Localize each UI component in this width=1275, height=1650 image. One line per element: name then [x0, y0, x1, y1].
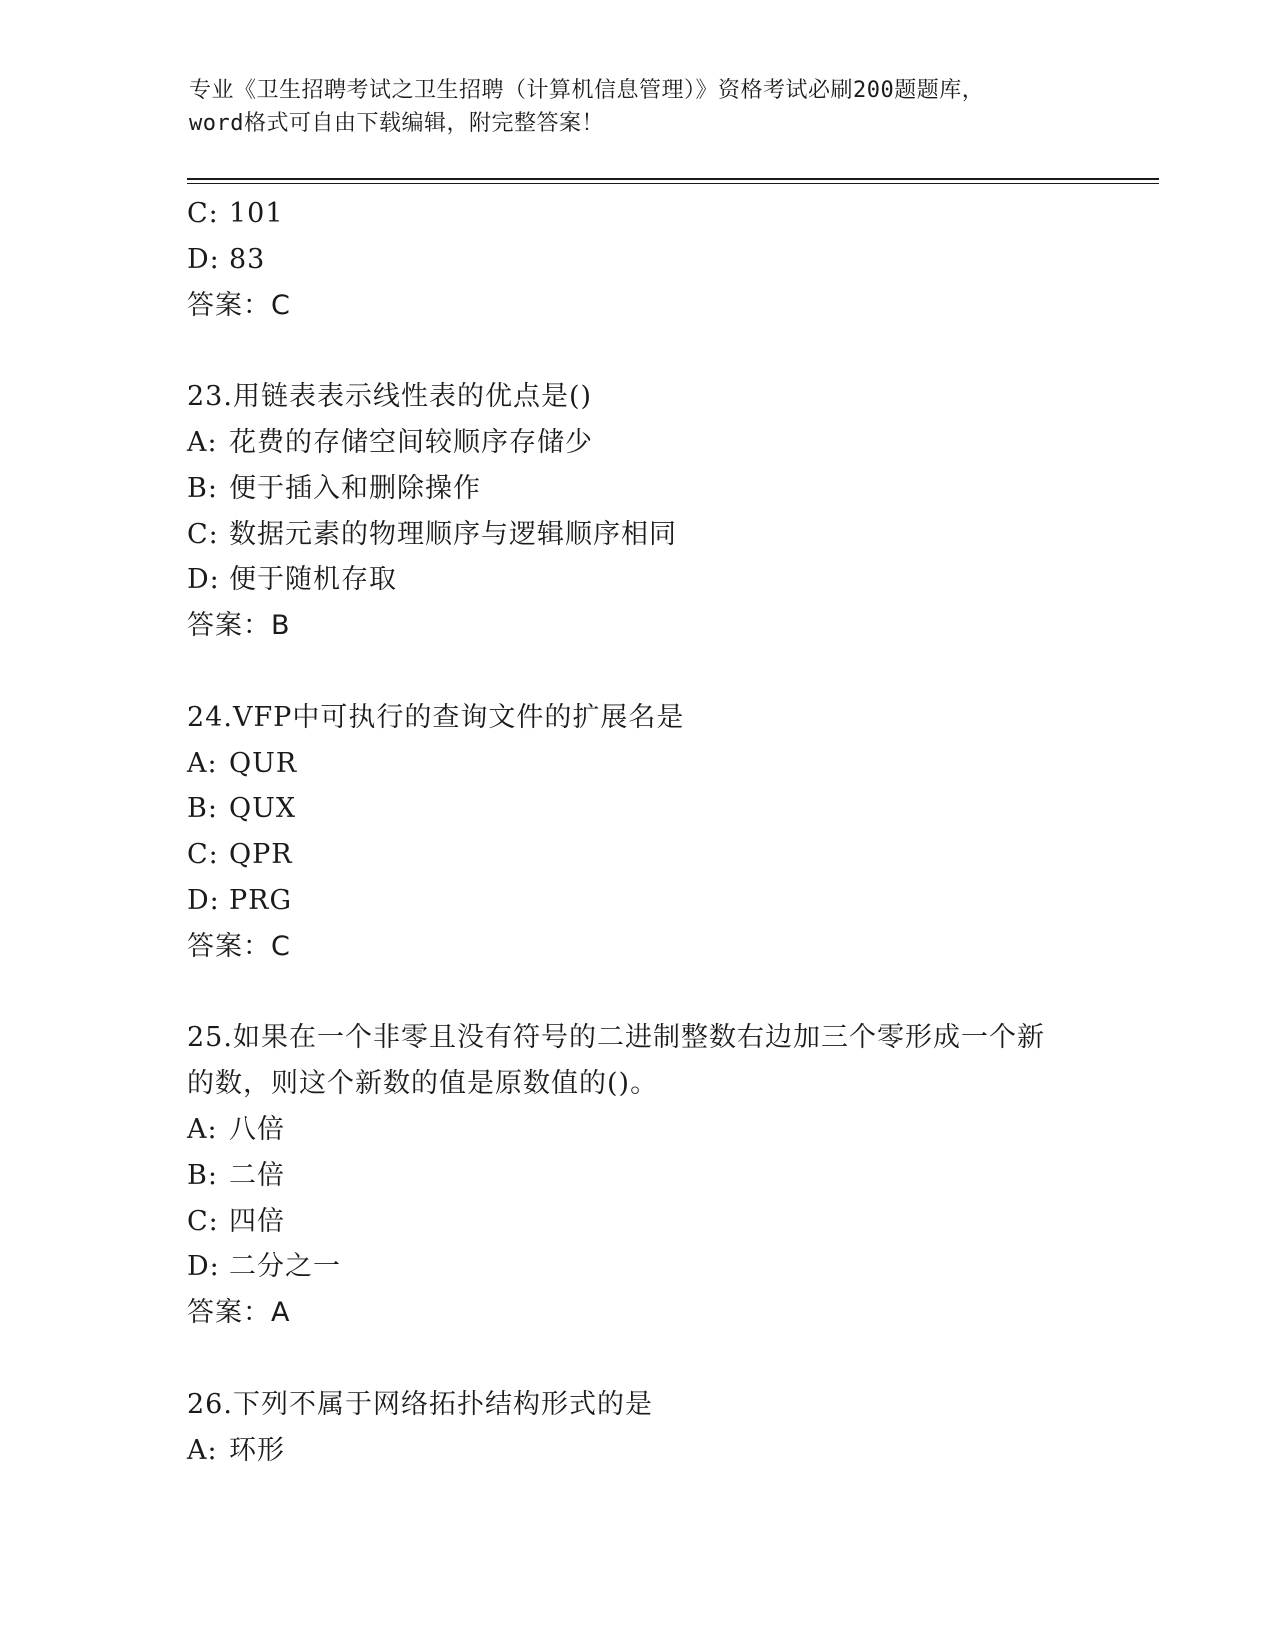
answer-line: 答案：C: [187, 930, 291, 962]
option-prefix: A:: [187, 1434, 218, 1466]
question-title: 24.VFP中可执行的查询文件的扩展名是: [187, 701, 685, 733]
option-text: 数据元素的物理顺序与逻辑顺序相同: [229, 518, 677, 550]
option-text: 四倍: [229, 1205, 285, 1237]
option-prefix: C:: [187, 839, 219, 871]
option-prefix: D:: [187, 243, 220, 275]
option-line: [187, 1199, 1087, 1245]
question-title: 23.用链表表示线性表的优点是(): [187, 381, 593, 413]
option-line: [187, 237, 1087, 283]
option-prefix: D:: [187, 564, 220, 596]
option-text: PRG: [229, 884, 293, 916]
option-text: 101: [229, 198, 284, 229]
option-prefix: A:: [187, 426, 218, 458]
option-text: 二倍: [229, 1159, 285, 1191]
answer-line: 答案：A: [187, 1297, 291, 1329]
spacer: [187, 970, 1087, 1016]
header-rule-thick: [187, 178, 1159, 180]
option-line: [187, 1428, 1087, 1474]
header-line-1: 专业《卫生招聘考试之卫生招聘（计算机信息管理）》资格考试必刷200题题库，: [189, 78, 985, 103]
option-line: [187, 878, 1087, 924]
option-prefix: C:: [187, 198, 219, 229]
option-prefix: B:: [187, 1159, 218, 1191]
option-text: 83: [229, 243, 266, 275]
question-title-line-1: 25.如果在一个非零且没有符号的二进制整数右边加三个零形成一个新: [187, 1022, 1045, 1054]
option-line: [187, 512, 1087, 558]
option-text: 便于插入和删除操作: [229, 472, 481, 504]
option-line: [187, 741, 1087, 787]
spacer: [187, 649, 1087, 695]
option-text: 二分之一: [229, 1251, 341, 1283]
option-line: [187, 466, 1087, 512]
header-line-2: word格式可自由下载编辑，附完整答案！: [189, 111, 604, 136]
option-line: [187, 420, 1087, 466]
spacer: [187, 328, 1087, 374]
option-prefix: A:: [187, 747, 218, 779]
answer-line: 答案：C: [187, 289, 291, 321]
document-header: [189, 74, 1089, 140]
option-prefix: B:: [187, 793, 218, 825]
option-line: [187, 786, 1087, 832]
option-line: [187, 191, 1087, 237]
option-line: [187, 557, 1087, 603]
option-text: 便于随机存取: [229, 564, 397, 596]
option-prefix: C:: [187, 1205, 219, 1237]
spacer: [187, 1336, 1087, 1382]
option-prefix: D:: [187, 1251, 220, 1283]
question-title-line-2: 的数，则这个新数的值是原数值的()。: [187, 1068, 659, 1100]
question-content: [187, 191, 1087, 1473]
header-rule-thin: [187, 183, 1159, 184]
option-line: [187, 832, 1087, 878]
question-title: 26.下列不属于网络拓扑结构形式的是: [187, 1388, 653, 1420]
option-prefix: B:: [187, 472, 218, 504]
answer-line: 答案：B: [187, 610, 291, 642]
option-text: 花费的存储空间较顺序存储少: [229, 426, 593, 458]
option-line: [187, 1244, 1087, 1290]
option-prefix: C:: [187, 518, 219, 550]
option-line: [187, 1107, 1087, 1153]
option-text: QUX: [229, 793, 297, 825]
option-prefix: D:: [187, 884, 220, 916]
option-text: 八倍: [229, 1113, 285, 1145]
option-text: 环形: [229, 1434, 285, 1466]
option-text: QPR: [229, 839, 293, 871]
option-text: QUR: [229, 747, 298, 779]
option-line: [187, 1153, 1087, 1199]
option-prefix: A:: [187, 1113, 218, 1145]
